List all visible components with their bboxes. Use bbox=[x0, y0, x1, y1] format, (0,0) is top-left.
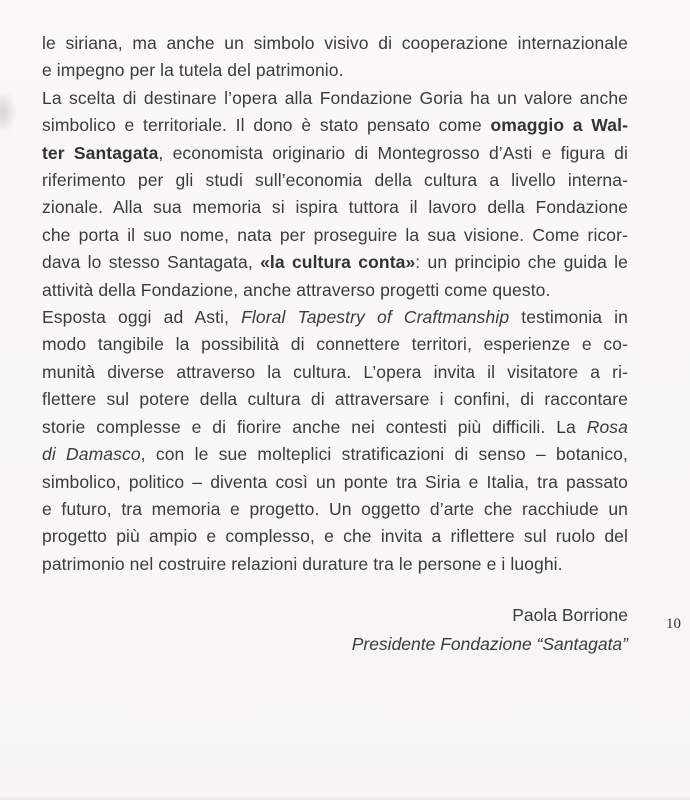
text-segment: che porta il suo nome, nata per proseguire la sua visione. Come ricor- bbox=[42, 224, 628, 245]
text-segment: Esposta oggi ad Asti, bbox=[42, 307, 242, 328]
bold-text-segment: «la cultura conta» bbox=[260, 252, 416, 273]
text-segment: simbolico, politico – diventa così un ponte tra Siria e Italia, tra passato bbox=[42, 471, 628, 492]
text-segment: dava lo stesso Santagata, bbox=[42, 252, 261, 273]
signature-title: Presidente Fondazione “Santagata” bbox=[351, 633, 628, 654]
text-line bbox=[42, 112, 628, 139]
text-line bbox=[42, 496, 628, 523]
text-line bbox=[42, 249, 628, 276]
text-segment: flettere sul potere della cultura di attraversare i confini, di raccontare bbox=[42, 389, 628, 410]
text-line bbox=[42, 331, 628, 358]
body-text bbox=[42, 30, 628, 578]
text-segment: , con le sue molteplici stratificazioni di senso – botanico, bbox=[140, 444, 628, 465]
text-line bbox=[42, 386, 628, 413]
text-segment: La scelta di destinare l’opera alla Fondazione Goria ha un valore anche bbox=[42, 87, 628, 108]
page-number: 10 bbox=[666, 616, 681, 632]
scan-artifact-smudge bbox=[0, 90, 18, 134]
bold-text-segment: omaggio a Wal- bbox=[490, 115, 629, 136]
text-line bbox=[42, 441, 628, 468]
signature-name: Paola Borrione bbox=[512, 605, 628, 625]
text-line bbox=[42, 57, 628, 84]
text-segment: modo tangibile la possibilità di connettere territori, esperienze e co- bbox=[42, 334, 628, 355]
text-line bbox=[42, 194, 628, 221]
text-line bbox=[42, 523, 628, 550]
text-segment: patrimonio nel costruire relazioni durature tra le persone e i luoghi. bbox=[42, 553, 563, 574]
text-line bbox=[42, 304, 628, 331]
text-segment: simbolico e territoriale. Il dono è stato pensato come bbox=[42, 115, 491, 136]
signature-block bbox=[352, 601, 628, 658]
scan-edge-shadow bbox=[0, 796, 690, 800]
text-segment: storie complesse e di fiorire anche nei contesti più difficili. La bbox=[42, 416, 587, 437]
italic-text-segment: Rosa bbox=[586, 416, 628, 437]
text-segment: e futuro, tra memoria e progetto. Un oggetto d’arte che racchiude un bbox=[42, 498, 628, 519]
text-line bbox=[42, 277, 628, 304]
text-segment: : un principio che guida le bbox=[415, 252, 628, 273]
italic-text-segment: di Damasco bbox=[42, 444, 141, 465]
italic-text-segment: Floral Tapestry of Craftmanship bbox=[241, 307, 510, 328]
text-line bbox=[42, 222, 628, 249]
text-segment: progetto più ampio e complesso, e che invita a riflettere sul ruolo del bbox=[42, 526, 628, 547]
text-line bbox=[42, 469, 628, 496]
text-line bbox=[42, 551, 628, 578]
text-line bbox=[42, 167, 628, 194]
text-segment: riferimento per gli studi sull’economia della cultura a livello interna- bbox=[42, 170, 628, 191]
text-segment: , economista originario di Montegrosso d’Asti e figura di bbox=[158, 142, 629, 163]
text-segment: attività della Fondazione, anche attraverso progetti come questo. bbox=[42, 279, 551, 300]
text-line bbox=[42, 140, 628, 167]
text-segment: zionale. Alla sua memoria si ispira tuttora il lavoro della Fondazione bbox=[42, 197, 628, 218]
text-segment: le siriana, ma anche un simbolo visivo di cooperazione internazionale bbox=[42, 33, 628, 53]
text-line bbox=[42, 359, 628, 386]
bold-text-segment: ter Santagata bbox=[42, 142, 159, 163]
text-line bbox=[42, 414, 628, 441]
text-segment: munità diverse attraverso la cultura. L’opera invita il visitatore a ri- bbox=[42, 361, 628, 382]
text-segment: e impegno per la tutela del patrimonio. bbox=[42, 60, 344, 81]
text-segment: testimonia in bbox=[509, 307, 628, 328]
text-line bbox=[42, 85, 628, 112]
text-line bbox=[42, 30, 628, 57]
